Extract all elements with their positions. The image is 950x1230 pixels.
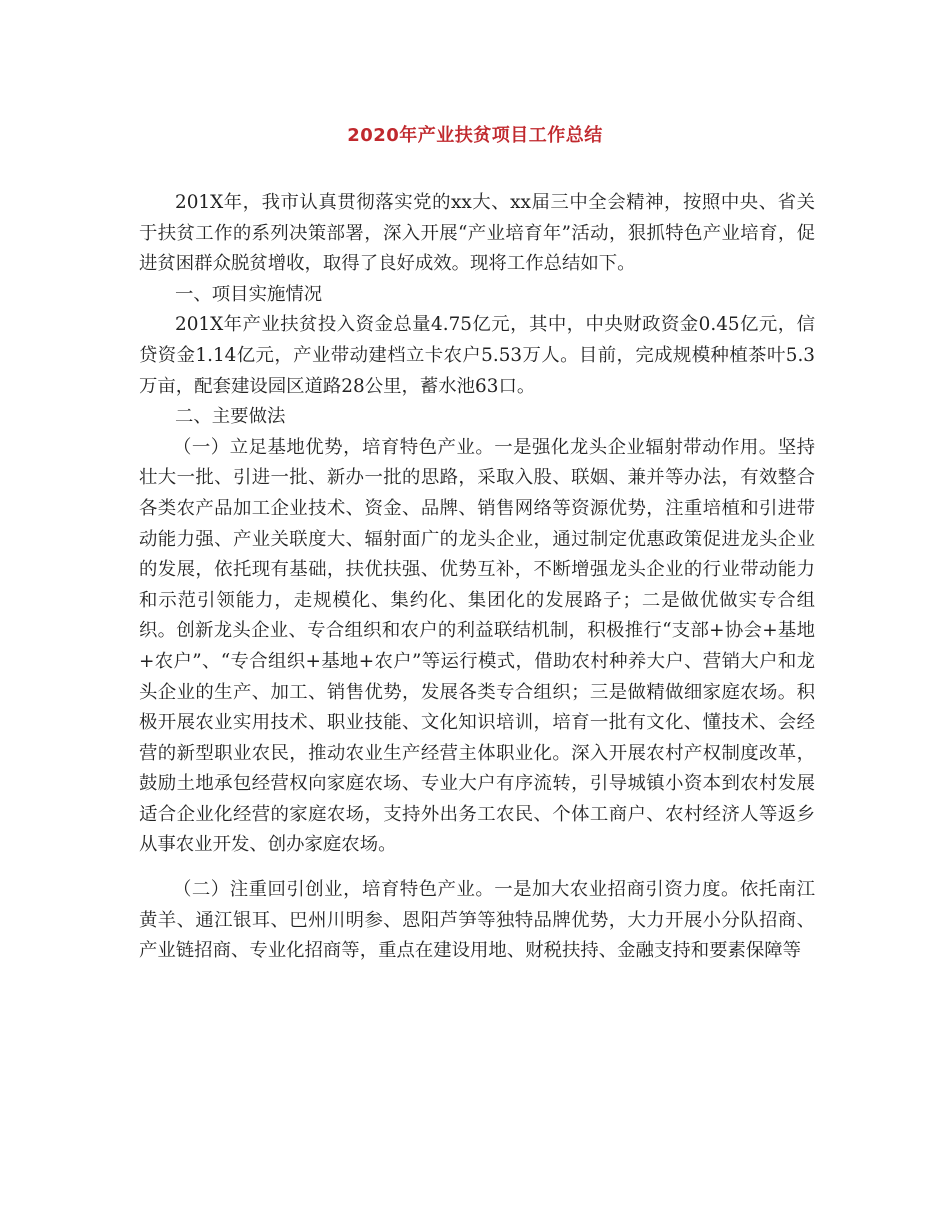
practice-paragraph-return-entrepreneurship: （二）注重回引创业，培育特色产业。一是加大农业招商引资力度。依托南江黄羊、通江银耳、巴州川明参、恩阳芦笋等独特品牌优势，大力开展小分队招商、产业链招商、专业化招商等，重点在建设用地、财税扶持、金融支持和要素保障等 <box>139 879 815 962</box>
section-heading-main-practices: 二、主要做法 <box>175 406 286 428</box>
section-heading-implementation: 一、项目实施情况 <box>175 283 323 305</box>
document-title: 2020年产业扶贫项目工作总结 <box>347 125 603 146</box>
document-body <box>139 188 815 967</box>
intro-paragraph: 201X年，我市认真贯彻落实党的xx大、xx届三中全会精神，按照中央、省关于扶贫工作的系列决策部署，深入开展“产业培育年”活动，狠抓特色产业培育，促进贫困群众脱贫增收，取得了良好成效。现将工作总结如下。 <box>139 192 815 275</box>
practice-paragraph-base-advantage: （一）立足基地优势，培育特色产业。一是强化龙头企业辐射带动作用。坚持壮大一批、引进一批、新办一批的思路，采取入股、联姻、兼并等办法，有效整合各类农产品加工企业技术、资金、品牌、销售网络等资源优势，注重培植和引进带动能力强、产业关联度大、辐射面广的龙头企业，通过制定优惠政策促进龙头企业的发展，依托现有基础，扶优扶强、优势互补，不断增强龙头企业的行业带动能力和示范引领能力，走规模化、集约化、集团化的发展路子；二是做优做实专合组织。创新龙头企业、专合组织和农户的利益联结机制，积极推行“支部+协会+基地+农户”、“专合组织+基地+农户”等运行模式，借助农村种养大户、营销大户和龙头企业的生产、加工、销售优势，发展各类专合组织；三是做精做细家庭农场。积极开展农业实用技术、职业技能、文化知识培训，培育一批有文化、懂技术、会经营的新型职业农民，推动农业生产经营主体职业化。深入开展农村产权制度改革，鼓励土地承包经营权向家庭农场、专业大户有序流转，引导城镇小资本到农村发展适合企业化经营的家庭农场，支持外出务工农民、个体工商户、农村经济人等返乡从事农业开发、创办家庭农场。 <box>139 436 815 856</box>
implementation-paragraph: 201X年产业扶贫投入资金总量4.75亿元，其中，中央财政资金0.45亿元，信贷资金1.14亿元，产业带动建档立卡农户5.53万人。目前，完成规模种植茶叶5.3万亩，配套建设园区道路28公里，蓄水池63口。 <box>139 314 815 397</box>
